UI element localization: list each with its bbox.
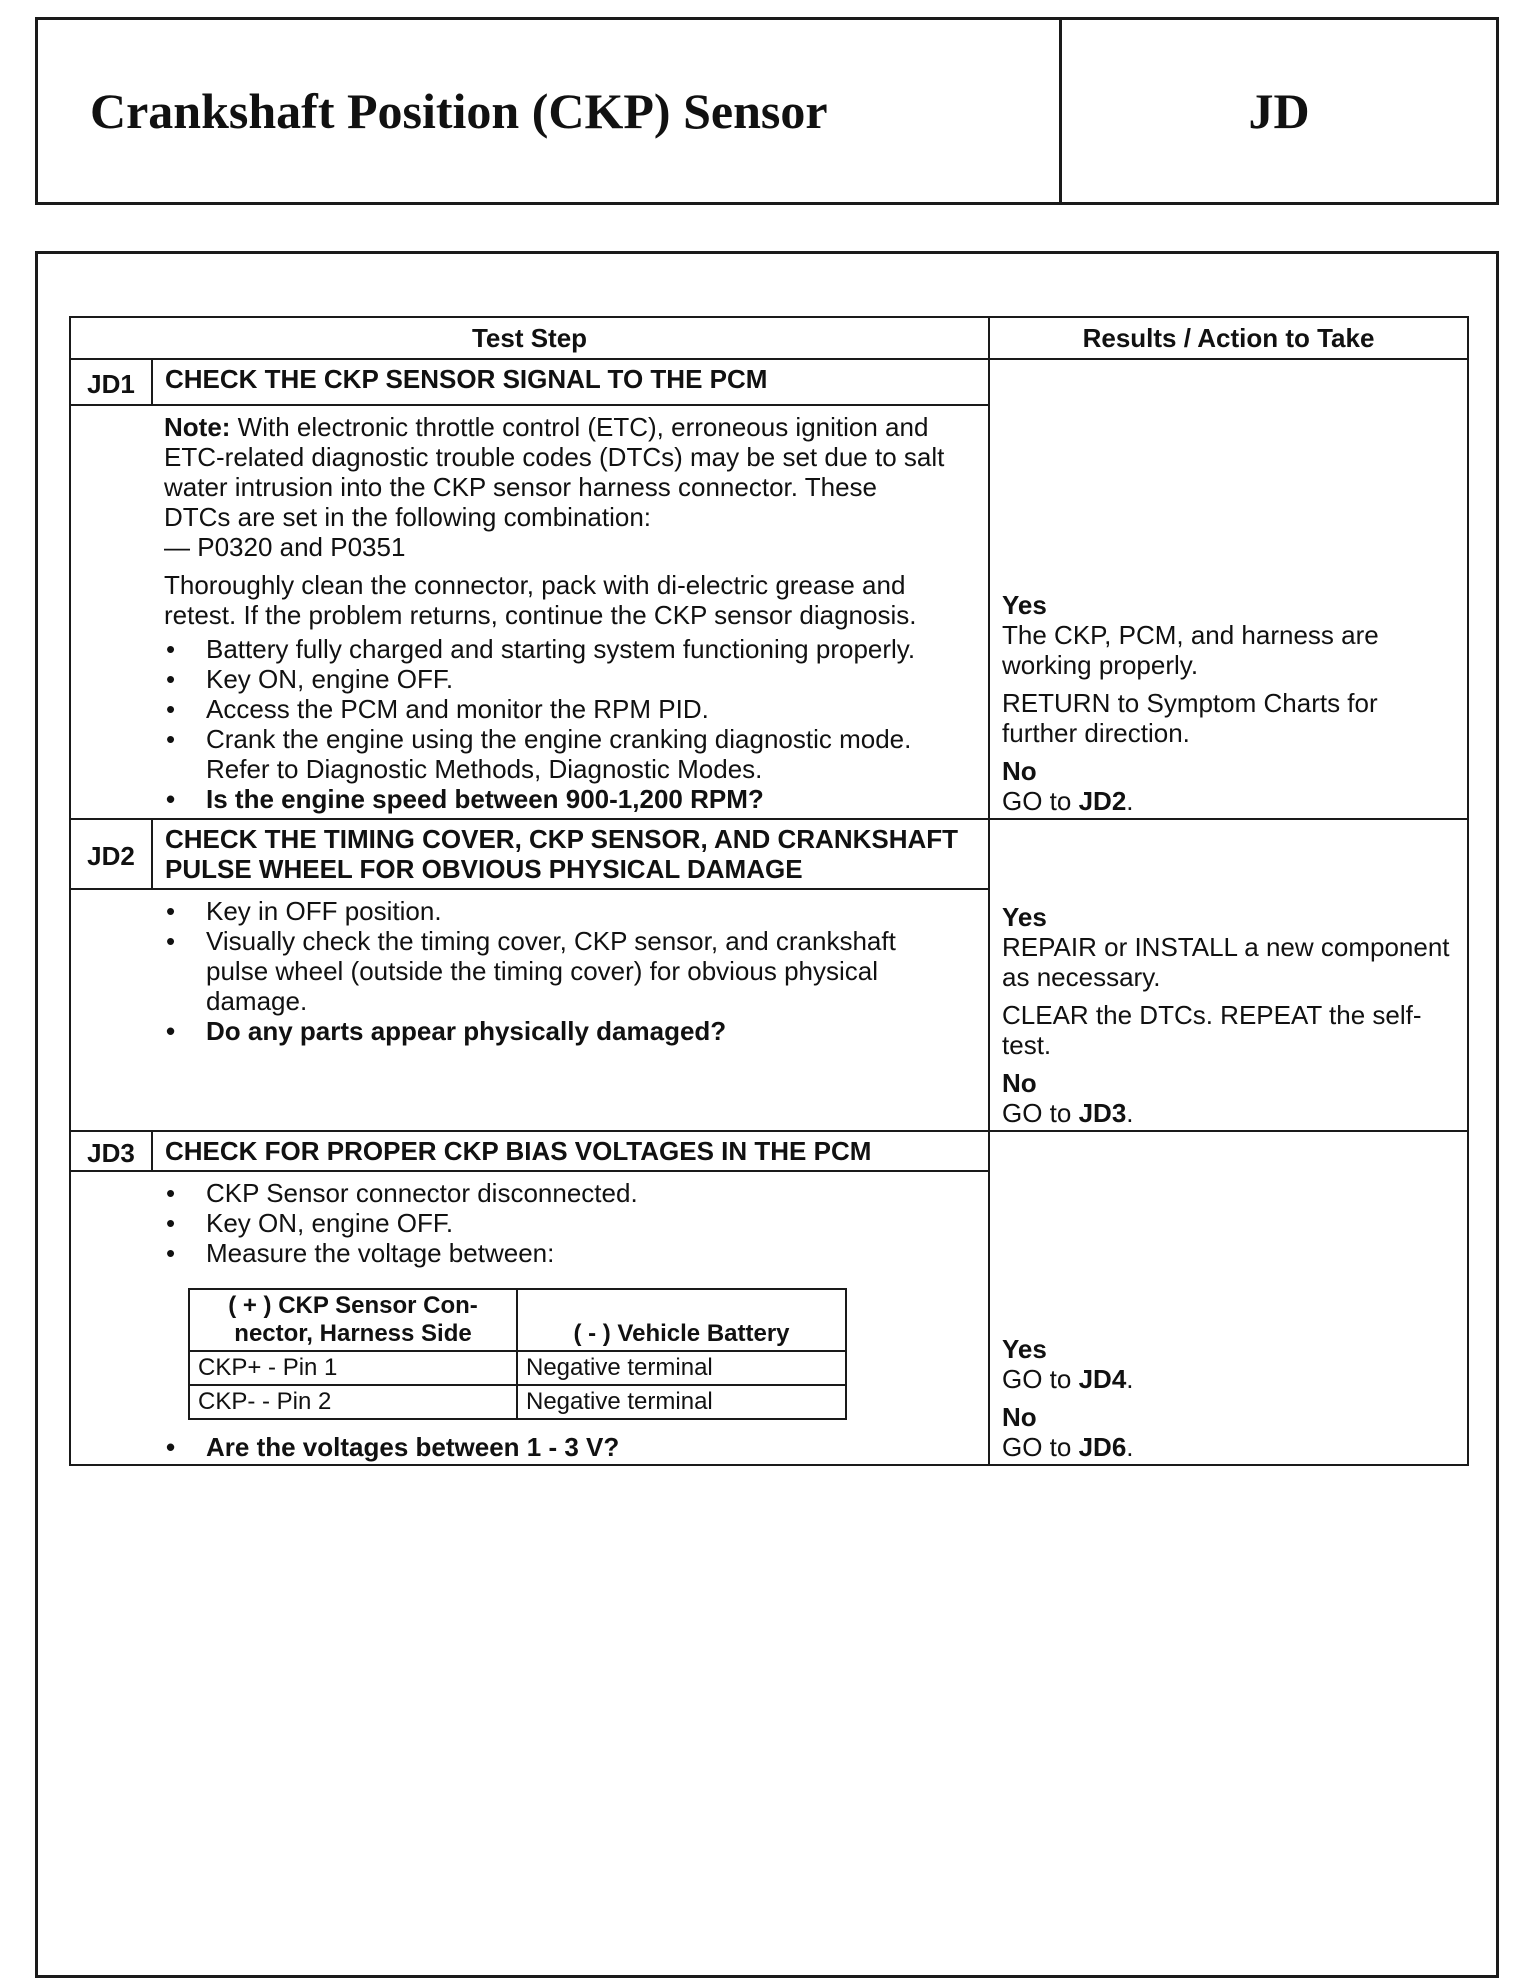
- go-to-target-jd6: JD6: [1078, 1432, 1127, 1462]
- list-item: • Key in OFF position.: [164, 896, 948, 926]
- section-code: JD: [1248, 83, 1310, 139]
- voltage-cell-positive: CKP- - Pin 2: [189, 1385, 517, 1419]
- voltage-header-negative: ( - ) Vehicle Battery: [517, 1289, 846, 1351]
- header-title-cell: [38, 20, 1062, 202]
- result-yes-text: The CKP, PCM, and harness are working properly.: [1002, 620, 1379, 680]
- result-no-label: No: [1002, 756, 1037, 786]
- list-item: • Crank the engine using the engine cranking diagnostic mode. Refer to Diagnostic Methods, Diagnostic Modes.: [164, 724, 948, 784]
- list-item: • CKP Sensor connector disconnected.: [164, 1178, 948, 1208]
- step-question-jd1: • Is the engine speed between 900-1,200 RPM?: [164, 784, 948, 814]
- table-row: [189, 1385, 846, 1419]
- result-no-label: No: [1002, 1068, 1037, 1098]
- step-id-spacer: [70, 1171, 152, 1465]
- step-id-jd2: JD2: [70, 819, 152, 889]
- step-bullets-jd1: [164, 634, 948, 814]
- result-yes-text: REPAIR or INSTALL a new component as necessary.: [1002, 932, 1450, 992]
- result-yes-label: Yes: [1002, 590, 1047, 620]
- voltage-cell-negative: Negative terminal: [517, 1385, 846, 1419]
- step-title-jd2: CHECK THE TIMING COVER, CKP SENSOR, AND CRANKSHAFT PULSE WHEEL FOR OBVIOUS PHYSICAL DAMAGE: [152, 819, 989, 889]
- step-question-jd2: • Do any parts appear physically damaged?: [164, 1016, 948, 1046]
- note-codes: — P0320 and P0351: [164, 532, 406, 562]
- note-paragraph: [164, 412, 948, 562]
- step-body-jd2: [152, 889, 989, 1131]
- step-bullets-jd2: [164, 896, 948, 1046]
- step-id-jd1: JD1: [70, 359, 152, 405]
- table-header-row: [70, 317, 1468, 359]
- result-no-action: [1002, 1098, 1455, 1128]
- result-yes-action: RETURN to Symptom Charts for further direction.: [1002, 688, 1378, 748]
- go-to-target-jd3: JD3: [1078, 1098, 1127, 1128]
- step-jd2-title-row: [70, 819, 1468, 889]
- note-label: Note:: [164, 412, 231, 442]
- step-id-jd3: JD3: [70, 1131, 152, 1171]
- note-text: With electronic throttle control (ETC), erroneous ignition and ETC-related diagnostic trouble codes (DTCs) may be set due to salt water intrusion into the CKP sensor harness connector. These DTCs are set in the following combination:: [164, 412, 945, 532]
- period: .: [1126, 1364, 1134, 1394]
- list-item: • Visually check the timing cover, CKP sensor, and crankshaft pulse wheel (outside the timing cover) for obvious physical damage.: [164, 926, 948, 1016]
- test-step-table: [69, 316, 1469, 1466]
- go-to-target-jd2: JD2: [1078, 786, 1127, 816]
- list-item: • Measure the voltage between:: [164, 1238, 948, 1268]
- voltage-header-positive: ( + ) CKP Sensor Con- nector, Harness Side: [189, 1289, 517, 1351]
- result-no-action: [1002, 786, 1455, 816]
- period: .: [1126, 1098, 1134, 1128]
- step-title-jd1: CHECK THE CKP SENSOR SIGNAL TO THE PCM: [152, 359, 989, 405]
- result-no-label: No: [1002, 1402, 1037, 1432]
- instruction-paragraph: Thoroughly clean the connector, pack with di-electric grease and retest. If the problem returns, continue the CKP sensor diagnosis.: [164, 570, 917, 630]
- period: .: [1126, 1432, 1134, 1462]
- voltage-cell-negative: Negative terminal: [517, 1351, 846, 1385]
- result-yes-action: CLEAR the DTCs. REPEAT the self-test.: [1002, 1000, 1422, 1060]
- result-yes-action: [1002, 1364, 1455, 1394]
- step-title-jd3: CHECK FOR PROPER CKP BIAS VOLTAGES IN THE PCM: [152, 1131, 989, 1171]
- voltage-cell-positive: CKP+ - Pin 1: [189, 1351, 517, 1385]
- voltage-table-header: [189, 1289, 846, 1351]
- result-jd2: [989, 819, 1468, 1131]
- col-header-test-step: Test Step: [70, 317, 989, 359]
- result-jd3: [989, 1131, 1468, 1465]
- page-title: Crankshaft Position (CKP) Sensor: [90, 83, 828, 139]
- go-to-text: GO to: [1002, 1098, 1079, 1128]
- go-to-text: GO to: [1002, 1364, 1079, 1394]
- result-jd1: [989, 359, 1468, 819]
- header-code-cell: [1062, 20, 1496, 202]
- period: .: [1126, 786, 1134, 816]
- go-to-target-jd4: JD4: [1078, 1364, 1127, 1394]
- col-header-results: Results / Action to Take: [989, 317, 1468, 359]
- result-yes-label: Yes: [1002, 1334, 1047, 1364]
- step-question-jd3: • Are the voltages between 1 - 3 V?: [164, 1432, 948, 1462]
- list-item: • Battery fully charged and starting system functioning properly.: [164, 634, 948, 664]
- step-body-jd1: [152, 405, 989, 819]
- step-jd3-title-row: [70, 1131, 1468, 1171]
- voltage-table: [188, 1288, 847, 1420]
- list-item: • Key ON, engine OFF.: [164, 664, 948, 694]
- step-bullets-jd3: [164, 1178, 948, 1268]
- step-body-jd3: [152, 1171, 989, 1465]
- list-item: • Access the PCM and monitor the RPM PID.: [164, 694, 948, 724]
- step-id-spacer: [70, 889, 152, 1131]
- step-jd1-title-row: [70, 359, 1468, 405]
- go-to-text: GO to: [1002, 1432, 1079, 1462]
- step-bullets-jd3-question: [164, 1432, 948, 1462]
- page-header: [35, 17, 1499, 205]
- list-item: • Key ON, engine OFF.: [164, 1208, 948, 1238]
- step-id-spacer: [70, 405, 152, 819]
- table-row: [189, 1351, 846, 1385]
- result-no-action: [1002, 1432, 1455, 1462]
- result-yes-label: Yes: [1002, 902, 1047, 932]
- go-to-text: GO to: [1002, 786, 1079, 816]
